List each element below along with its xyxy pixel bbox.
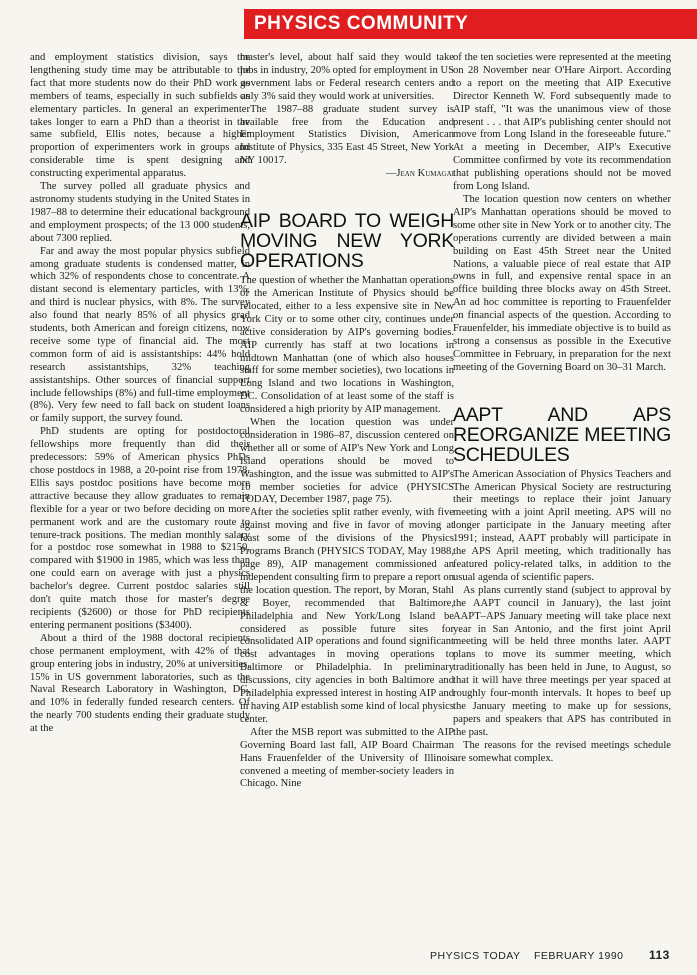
article-headline: AAPT AND APS REORGANIZE MEETING SCHEDULES xyxy=(453,403,671,466)
article-headline: AIP BOARD TO WEIGH MOVING NEW YORK OPERATIONS xyxy=(240,210,454,273)
paragraph: of the ten societies were represented at the meeting on 28 November near O'Hare Airport. According to a report on the meeting that AIP Executive Director Kenneth W. Ford subsequently made to AIP staff, "It was the unanimous view of those present . . . that AIP's publishing center should not move from Long Island in the foreseeable future." At a meeting in December, AIP's Executive Committee confirmed by vote its recommendation that publishing operations should not be moved from Long Island. xyxy=(453,52,671,193)
paragraph: master's level, about half said they would take jobs in industry, 20% opted for employment in US government labs or Federal research centers and only 3% said they would work at universities. xyxy=(240,52,454,102)
paragraph: The location question now centers on whether AIP's Manhattan operations should be moved to some other site in New York or to another city. The operations currently are divided between a main building on East 45th Street near the United Nations, a valuable piece of real estate that AIP owns in full, and expensive rental space in an office building three blocks away on 45th Street. An ad hoc committee is reporting to Frauenfelder on financial aspects of the question. According to Frauenfelder, his immediate objective is to build as strong a consensus as possible in the Executive Committee in February, in preparation for the next meeting of the Governing Board on 30–31 March. xyxy=(453,193,671,373)
section-title: PHYSICS COMMUNITY xyxy=(254,13,469,34)
paragraph: When the location question was under consideration in 1986–87, discussion centered on whether all or some of AIP's New York and Long Island operations should be moved to Washington, and the issue was submitted to AIP's 10 member societies for advice (PHYSICS TODAY, December 1987, page 75). xyxy=(240,417,454,506)
paragraph: The question of whether the Manhattan operations of the American Institute of Physics should be relocated, either to a less expensive site in New York City or to some other city, continues under active consideration by AIP's governing bodies. AIP currently has staff at two locations in midtown Manhattan (one of which also houses staff for some member societies), two locations in Long Island and two locations in Washington, DC. Consolidation of at least some of the staff is considered a high priority by AIP management. xyxy=(240,275,454,416)
column-3 xyxy=(453,52,671,766)
column-1 xyxy=(30,52,250,736)
paragraph: After the societies split rather evenly, with five against moving and five in favor of moving at least some of the divisions of the Physics Programs Branch (PHYSICS TODAY, May 1988, page 89), AIP management commissioned an independent consulting firm to prepare a report on the location question. The report, by Moran, Stahl & Boyer, recommended that Baltimore, Philadelphia and New York/Long Island be considered as possible future sites for consolidated AIP operations and found significant cost advantages in moving operations to Baltimore or Philadelphia. In preliminary discussions, city agencies in both Baltimore and Philadelphia expressed interest in hosting AIP and in having AIP establish some kind of local physics center. xyxy=(240,507,454,725)
paragraph: After the MSB report was submitted to the AIP Governing Board last fall, AIP Board Chairman Hans Frauenfelder of the University of Illinois convened a meeting of member-society leaders in Chicago. Nine xyxy=(240,726,454,790)
page-number: 113 xyxy=(648,948,670,962)
paragraph: PhD students are opting for postdoctoral fellowships more frequently than did their predecessors: 59% of American physics PhDs chose postdocs in 1988, a 20-point rise from 1978. Ellis says postdoc positions have become more attractive because they allow graduates to remain flexible for a year or two before deciding on more permanent work and are the customary route to tenure-track positions. The median monthly salary for a postdoc rose somewhat in 1988 to $2150, compared with $1900 in 1985, which was less than one could earn on average with just a physics bachelor's degree. Current postdoc salaries still don't quite match those for master's degree recipients ($2600) or those for PhD recipients entering permanent positions ($3400). xyxy=(30,426,250,631)
issue-date: FEBRUARY 1990 xyxy=(533,950,624,962)
paragraph: and employment statistics division, says the lengthening study time may be attributable to the fact that more students now do their PhD work as members of teams, especially in such subfields as elementary particles. In general an experimenter takes longer to earn a PhD than a theorist in the same subfield, Ellis notes, because a higher proportion of experimenters work in groups and considerable time is spent designing and constructing experimental apparatus. xyxy=(30,52,250,180)
column-2 xyxy=(240,52,454,791)
paragraph: The reasons for the revised meetings schedule are somewhat complex. xyxy=(453,739,671,764)
section-banner xyxy=(244,9,697,39)
paragraph: The American Association of Physics Teachers and The American Physical Society are restructuring their meetings to replace their joint January meeting with a joint April meeting. APS will no longer participate in the January meeting after 1991; instead, AAPT probably will participate in the APS April meeting, which traditionally has featured policy-related talks, in addition to the usual agenda of scientific papers. xyxy=(453,468,671,583)
author-byline: —Jean Kumagai xyxy=(385,168,454,180)
paragraph: As plans currently stand (subject to approval by the AAPT council in January), the last joint AAPT–APS January meeting will take place next year in San Antonio, and the first joint April meeting will be held three months later. AAPT plans to move its summer meeting, which traditionally has been held in June, to August, so that it will have three meetings per year spaced at roughly four-month intervals. It hopes to beef up the January meeting to make up for sessions, papers and speakers that APS has contributed in the past. xyxy=(453,584,671,738)
page-footer xyxy=(430,948,680,962)
paragraph: The 1987–88 graduate student survey is available free from the Education and Employment Statistics Division, American Institute of Physics, 335 East 45 Street, New York NY 10017. xyxy=(240,103,454,167)
journal-name: PHYSICS TODAY xyxy=(430,950,521,962)
paragraph: The survey polled all graduate physics and astronomy students studying in the United States in 1987–88 to determine their educational background and employment prospects; of the 13 000 students, about 7300 replied. xyxy=(30,181,250,244)
paragraph: Far and away the most popular physics subfield among graduate students is condensed matter, in which 32% of respondents chose to concentrate. A distant second is elementary particles, with 13%, and third is nuclear physics, with 8%. The survey also found that nearly 85% of all physics grad students, both American and foreign citizens, now receive some type of financial aid. The most common form of aid is assistantships: 44% hold research assistantships, 32% teaching assistantships. Other sources of financial support include fellowships (8%) and full-time employment (8%). Very few need to fall back on student loans or family support, the survey found. xyxy=(30,245,250,425)
paragraph: About a third of the 1988 doctoral recipients chose permanent employment, with 42% of that group entering jobs in industry, 20% at universities, 15% in US government laboratories, such as the Naval Research Laboratory in Washington, DC, and 10% in federally funded research centers. Of the nearly 700 students ending their graduate study at the xyxy=(30,632,250,735)
